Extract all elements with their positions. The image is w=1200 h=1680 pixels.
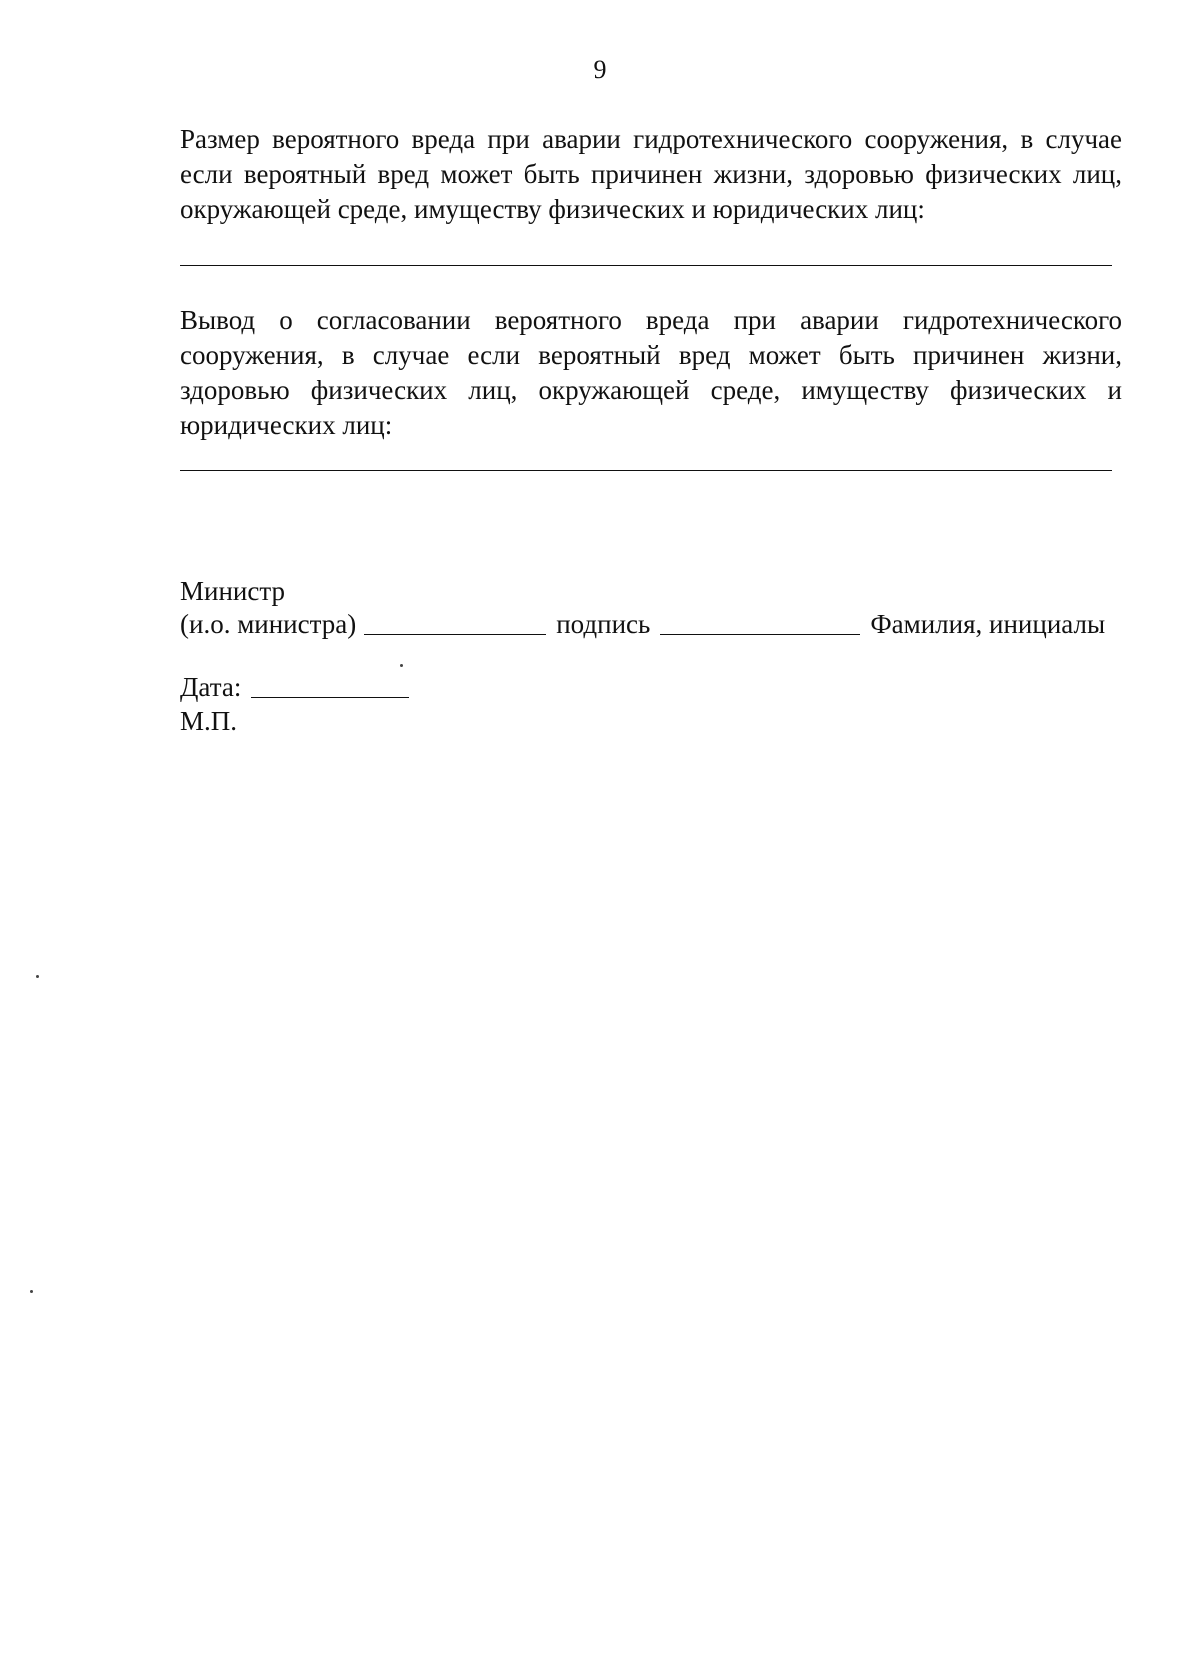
signature-label: подпись [556,609,651,639]
scan-speck [30,1290,33,1293]
date-label: Дата: [180,672,242,702]
scan-speck [400,664,403,667]
page-number: 9 [593,55,607,84]
harm-size-paragraph: Размер вероятного вреда при аварии гидротехнического сооружения, в случае если вероятный вред может быть причинен жизни, здоровью физических лиц, окружающей среде, имуществу физических и юридических лиц: [180,124,1122,224]
seal-place-label: М.П. [180,706,238,736]
signature-blank-line [660,634,860,635]
scan-speck [36,975,39,978]
name-initials-label: Фамилия, инициалы [870,609,1106,639]
acting-minister-label: (и.о. министра) [180,609,357,639]
date-blank-line [251,697,409,698]
harm-approval-answer-line [180,470,1112,471]
position-blank-line [364,634,546,635]
signature-row [180,607,1130,641]
harm-approval-paragraph: Вывод о согласовании вероятного вреда при аварии гидротехнического сооружения, в случае если вероятный вред может быть причинен жизни, здоровью физических лиц, окружающей среде, имуществу физических и юридических лиц: [180,305,1122,440]
date-row [180,670,1130,704]
harm-size-answer-line [180,265,1112,266]
minister-label: Министр [180,576,285,606]
